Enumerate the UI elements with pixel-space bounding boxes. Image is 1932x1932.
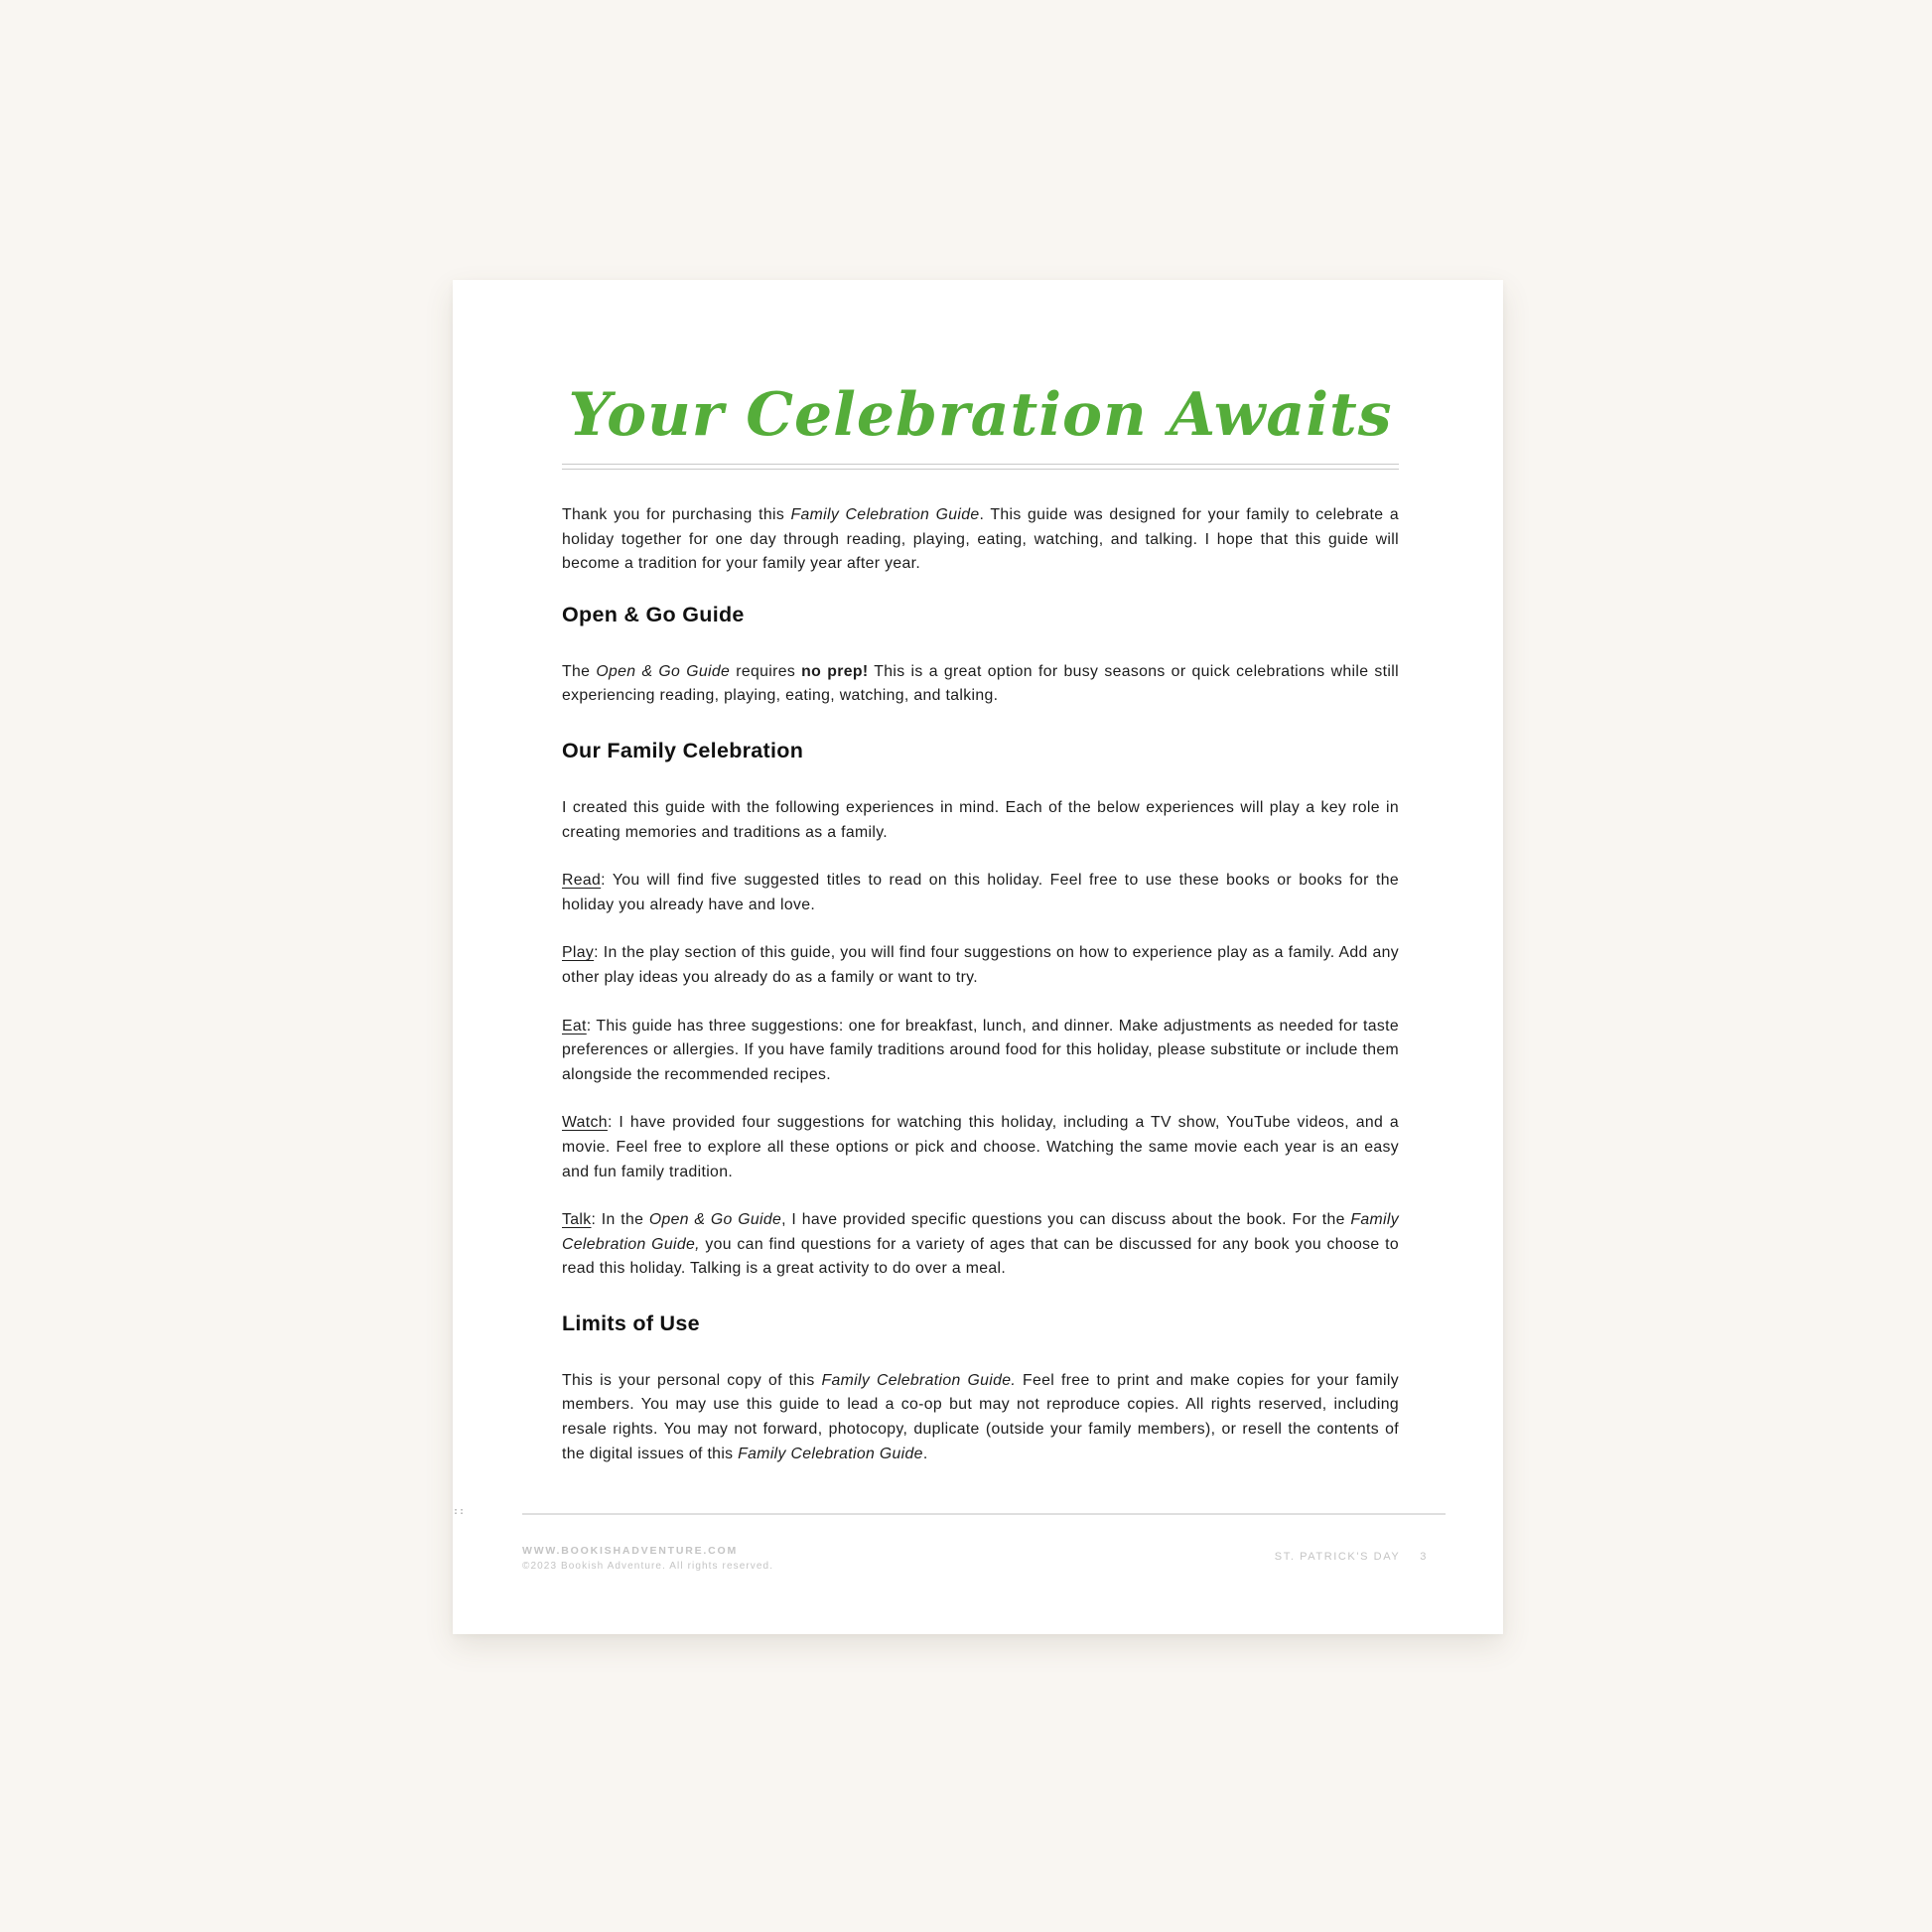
watch-label: Watch xyxy=(562,1114,608,1132)
page-edge-mark: :: xyxy=(453,1506,466,1517)
talk-family-guide-name: Family Celebration Guide, xyxy=(562,1211,1399,1253)
play-paragraph xyxy=(562,941,1399,990)
limits-guide-name-2: Family Celebration Guide xyxy=(738,1445,923,1462)
open-go-text-3: This is a great option for busy seasons or quick celebrations while still experiencing reading, playing, eating, watching, and talking. xyxy=(562,662,1400,705)
intro-text-1: Thank you for purchasing this xyxy=(562,506,791,523)
intro-text-2: . This guide was designed for your family to celebrate a holiday together for one day through reading, playing, eating, watching, and talking. I hope that this guide will become a tradition for your family year after year. xyxy=(562,506,1399,573)
footer-right xyxy=(1275,1551,1428,1563)
play-label: Play xyxy=(562,944,595,962)
footer-copyright: ©2023 Bookish Adventure. All rights reserved. xyxy=(522,1561,774,1572)
talk-open-go-name: Open & Go Guide xyxy=(648,1211,782,1229)
limits-heading: Limits of Use xyxy=(562,1311,700,1335)
read-paragraph xyxy=(562,869,1399,917)
document-page xyxy=(453,280,1503,1634)
talk-text-2: , I have provided specific questions you can discuss about the book. For the xyxy=(781,1211,1351,1229)
play-text: : In the play section of this guide, you will find four suggestions on how to experience play as a family. Add any other play ideas you already do as a family or want to try. xyxy=(562,944,1399,986)
talk-text-1: : In the xyxy=(591,1211,649,1229)
limits-paragraph xyxy=(562,1369,1399,1466)
eat-label: Eat xyxy=(562,1017,587,1035)
open-go-guide-name: Open & Go Guide xyxy=(596,662,731,680)
footer-section-name: ST. PATRICK'S DAY xyxy=(1274,1551,1401,1563)
limits-text-3: . xyxy=(922,1445,928,1462)
watch-text: : I have provided four suggestions for watching this holiday, including a TV show, YouTube videos, and a movie. Feel free to explore all these options or pick and choose. Watching the same movie each year is an easy and fun family tradition. xyxy=(562,1114,1399,1180)
open-go-paragraph xyxy=(562,660,1399,709)
talk-label: Talk xyxy=(562,1211,592,1229)
talk-paragraph xyxy=(562,1208,1399,1282)
limits-guide-name-1: Family Celebration Guide. xyxy=(821,1371,1017,1389)
eat-paragraph xyxy=(562,1015,1399,1088)
open-go-text-2: requires xyxy=(730,662,802,680)
title-double-rule xyxy=(562,464,1399,470)
footer-page-number: 3 xyxy=(1420,1551,1428,1563)
footer-left xyxy=(522,1544,773,1574)
page-title: Your Celebration Awaits xyxy=(568,380,1393,450)
footer-divider xyxy=(522,1513,1446,1515)
open-go-heading: Open & Go Guide xyxy=(562,602,745,626)
family-intro-paragraph: I created this guide with the following experiences in mind. Each of the below experiences will play a key role in creating memories and traditions as a family. xyxy=(562,798,1399,841)
read-label: Read xyxy=(562,872,602,890)
read-text: : You will find five suggested titles to read on this holiday. Feel free to use these books or books for the holiday you already have and love. xyxy=(562,872,1399,913)
footer-website-link[interactable]: WWW.BOOKISHADVENTURE.COM xyxy=(522,1545,739,1557)
watch-paragraph xyxy=(562,1111,1399,1184)
limits-text-1: This is your personal copy of this xyxy=(562,1371,822,1389)
family-celebration-heading: Our Family Celebration xyxy=(562,738,804,762)
open-go-text-1: The xyxy=(562,662,597,680)
open-go-no-prep: no prep! xyxy=(801,662,869,680)
limits-text-2: Feel free to print and make copies for your family members. You may use this guide to lead a co-op but may not reproduce copies. All rights reserved, including resale rights. You may not forward, photocopy, duplicate (outside your family members), or resell the contents of the digital issues of this xyxy=(562,1371,1399,1462)
eat-text: : This guide has three suggestions: one for breakfast, lunch, and dinner. Make adjustments as needed for taste preferences or allergies. If you have family traditions around food for this holiday, please substitute or include them alongside the recommended recipes. xyxy=(562,1017,1399,1083)
intro-guide-name: Family Celebration Guide xyxy=(790,506,980,523)
intro-paragraph xyxy=(562,503,1399,577)
page-content xyxy=(562,280,1399,1466)
talk-text-3: you can find questions for a variety of ages that can be discussed for any book you choose to read this holiday. Talking is a great activity to do over a meal. xyxy=(562,1235,1399,1278)
